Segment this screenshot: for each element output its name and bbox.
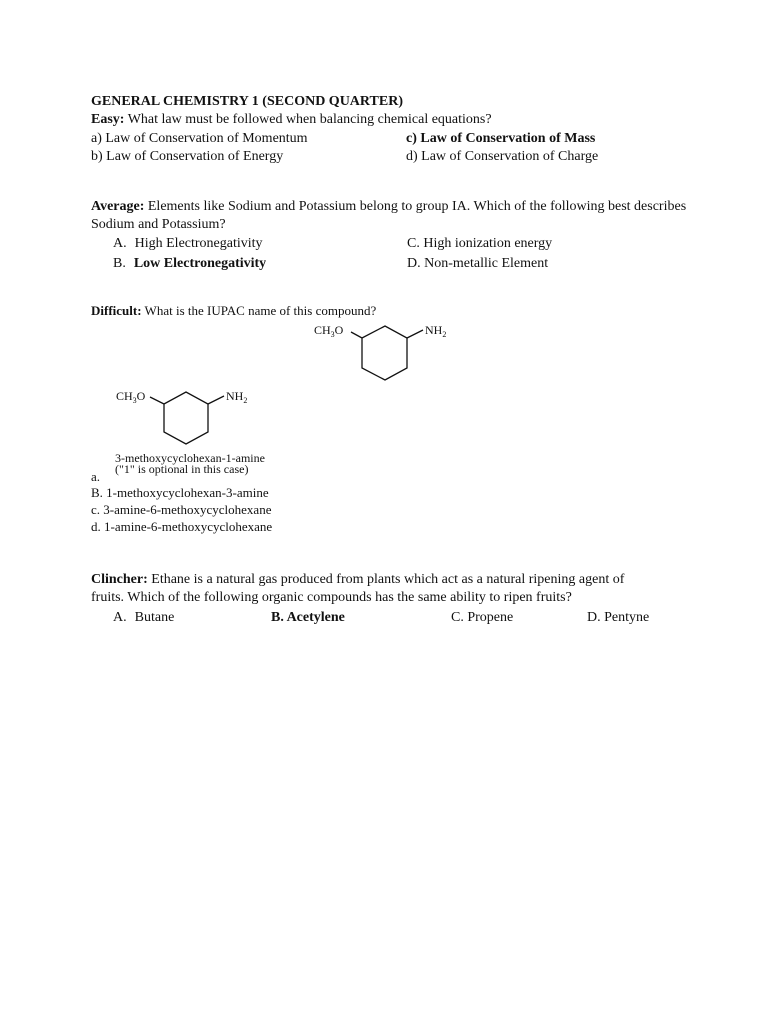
average-option-a: [113, 235, 263, 253]
average-label: Average:: [91, 199, 145, 214]
option-a-structure-right-group: $NH_2$: [226, 389, 248, 405]
clincher-option-a-letter: A.: [113, 610, 127, 625]
option-a-amine-bond: [208, 396, 224, 404]
difficult-option-b: B. 1-methoxycyclohexan-3-amine: [91, 485, 269, 500]
amine-bond: [407, 330, 423, 338]
structure-right-group: $NH_2$: [425, 323, 447, 339]
average-option-b-letter: B.: [113, 256, 126, 271]
average-option-c: C. High ionization energy: [407, 236, 553, 251]
option-a-structure-left-group: $CH_3O$: [116, 389, 146, 405]
clincher-question-line2: fruits. Which of the following organic compounds has the same ability to ripen fruits?: [91, 590, 572, 605]
difficult-option-a-letter: a.: [91, 469, 101, 484]
clincher-option-a: [113, 609, 174, 627]
difficult-option-c: c. 3-amine-6-methoxycyclohexane: [91, 502, 272, 517]
clincher-label: Clincher:: [91, 572, 148, 587]
clincher-question-text: Ethane is a natural gas produced from plants which act as a natural ripening agent of: [147, 572, 625, 587]
easy-option-b: b) Law of Conservation of Energy: [91, 149, 284, 164]
clincher-option-a-text: Butane: [134, 610, 175, 625]
average-option-a-text: High Electronegativity: [134, 236, 263, 251]
molecule-structure-main: [310, 318, 460, 386]
difficult-label: Difficult:: [91, 303, 142, 318]
easy-label: Easy:: [91, 112, 125, 127]
easy-option-c: c) Law of Conservation of Mass: [406, 131, 596, 146]
cyclohexane-ring: [351, 326, 407, 380]
average-question-line2: Sodium and Potassium?: [91, 217, 226, 232]
structure-left-group: $CH_3O$: [314, 323, 344, 339]
average-option-d: D. Non-metallic Element: [407, 256, 549, 271]
clincher-option-b: B. Acetylene: [271, 610, 345, 625]
difficult-question-text: What is the IUPAC name of this compound?: [141, 303, 377, 318]
average-question-line1: [91, 198, 686, 216]
clincher-question-line1: [91, 571, 624, 589]
average-option-b-text: Low Electronegativity: [133, 256, 267, 271]
average-option-b: [113, 255, 266, 273]
easy-option-d: d) Law of Conservation of Charge: [406, 149, 599, 164]
molecule-structure-option-a: [112, 384, 262, 450]
average-question-text: Elements like Sodium and Potassium belong to group IA. Which of the following best describes: [144, 199, 687, 214]
easy-question-text: What law must be followed when balancing chemical equations?: [124, 112, 492, 127]
average-option-a-letter: A.: [113, 236, 127, 251]
option-a-ring: [150, 392, 208, 444]
option-a-caption-line1: 3-methoxycyclohexan-1-amine: [115, 451, 265, 465]
clincher-option-c: C. Propene: [451, 610, 514, 625]
easy-option-a: a) Law of Conservation of Momentum: [91, 131, 308, 146]
document-title: GENERAL CHEMISTRY 1 (SECOND QUARTER): [91, 94, 403, 109]
difficult-option-d: d. 1-amine-6-methoxycyclohexane: [91, 519, 273, 534]
option-a-caption-line2: ("1" is optional in this case): [115, 462, 249, 476]
easy-question: [91, 111, 492, 129]
clincher-option-d: D. Pentyne: [587, 610, 650, 625]
